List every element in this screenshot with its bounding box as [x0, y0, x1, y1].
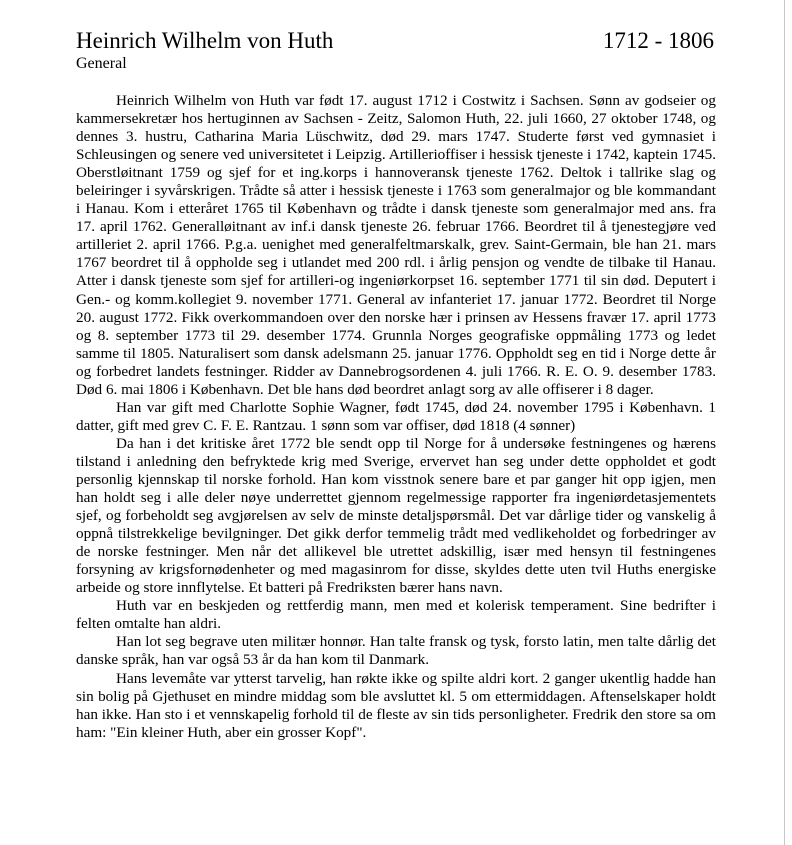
- page-edge: [784, 0, 785, 845]
- life-years: 1712 - 1806: [602, 28, 714, 53]
- paragraph-1: Heinrich Wilhelm von Huth var født 17. august 1712 i Costwitz i Sachsen. Sønn av godseier og kammersekretær hos hertuginnen av Sachsen - Zeitz, Salomon Huth, 22. juli 1660, 27 oktober 1748, og dennes 3. hustru, Catharina Maria Lüschwitz, død 29. mars 1747. Studerte først ved gymnasiet i Schleusingen og senere ved universitetet i Leipzig. Artillerioffiser i hessisk tjeneste i 1742, kaptein 1745. Oberstløitnant 1759 og sjef for et ing.korps i hannoveransk tjeneste 1762. Deltok i tallrike slag og beleiringer i syvårskrigen. Trådte så atter i hessisk tjeneste i 1763 som generalmajor og ble kommandant i Hanau. Kom i etteråret 1765 til København og trådte i dansk tjeneste som generalmajor med ans. fra 17. april 1762. Generalløitnant av inf.i dansk tjeneste 26. februar 1766. Beordret til å tjenestegjøre ved artilleriet 2. april 1766. P.g.a. uenighet med generalfeltmarskalk, grev. Saint-Germain, ble han 21. mars 1767 beordret til å oppholde seg i utlandet med 200 rdl. i årlig pensjon og vendte de tilbake til Hanau. Atter i dansk tjeneste som sjef for artilleri-og ingeniørkorpset 16. september 1771 til sin død. Deputert i Gen.- og komm.kollegiet 9. november 1771. General av infanteriet 17. januar 1772. Beordret til Norge 20. august 1772. Fikk overkommandoen over den norske hær i prinsen av Hessens fravær 17. april 1773 og 8. september 1773 til 29. desember 1774. Grunnla Norges geografiske oppmåling 1773 og ledet samme til 1805. Naturalisert som dansk adelsmann 25. januar 1776. Oppholdt seg en tid i Norge dette år og forbedret landets festninger. Ridder av Dannebrogsordenen 4. juli 1766. R. E. O. 9. desember 1783. Død 6. mai 1806 i København. Det ble hans død beordret anlagt sorg av alle offiserer i 8 dager.: [76, 92, 716, 398]
- paragraph-6: Hans levemåte var ytterst tarvelig, han røkte ikke og spilte aldri kort. 2 ganger ukentlig hadde han sin bolig på Gjethuset en mindre middag som ble avsluttet kl. 5 om ettermiddagen. Aftenselskaper holdt han ikke. Han sto i et vennskapelig forhold til de fleste av sin tids personligheter. Fredrik den store sa om ham: "Ein kleiner Huth, aber ein grosser Kopf".: [76, 669, 716, 741]
- paragraph-4: Huth var en beskjeden og rettferdig mann, men med et kolerisk temperament. Sine bedrifter i felten omtalte han aldri.: [76, 597, 716, 633]
- document-header: [76, 26, 716, 56]
- paragraph-3: Da han i det kritiske året 1772 ble sendt opp til Norge for å undersøke festningenes og hærens tilstand i anledning den befryktede krig med Sverige, ervervet han seg under dette oppholdet et godt personlig kjennskap til norske forhold. Han kom visstnok senere bare et par ganger hit opp igjen, men han holdt seg i alle deler nøye underrettet gjennom regelmessige rapporter fra ingeniørdetasjementets sjef, og forbeholdt seg avgjørelsen av selv de minste detaljspørsmål. Det var dårlige tider og vanskelig å oppnå tilstrekkelige bevilgninger. Det gikk derfor temmelig trådt med vedlikeholdet og forbedringer av de norske festninger. Men når det allikevel ble utrettet adskillig, især med hensyn til festningenes forsyning av krigsfornødenheter og med magasinrom for disse, skyldes dette uten tvil Huths energiske arbeide og store innflytelse. Et batteri på Fredriksten bærer hans navn.: [76, 434, 716, 597]
- paragraph-2: Han var gift med Charlotte Sophie Wagner, født 1745, død 24. november 1795 i København. 1 datter, gift med grev C. F. E. Rantzau. 1 sønn som var offiser, død 1818 (4 sønner): [76, 398, 716, 434]
- person-name: Heinrich Wilhelm von Huth: [76, 28, 334, 53]
- biography-body: [76, 92, 716, 742]
- paragraph-5: Han lot seg begrave uten militær honnør. Han talte fransk og tysk, forsto latin, men talte dårlig det danske språk, han var også 53 år da han kom til Danmark.: [76, 633, 716, 669]
- person-role: General: [76, 55, 127, 72]
